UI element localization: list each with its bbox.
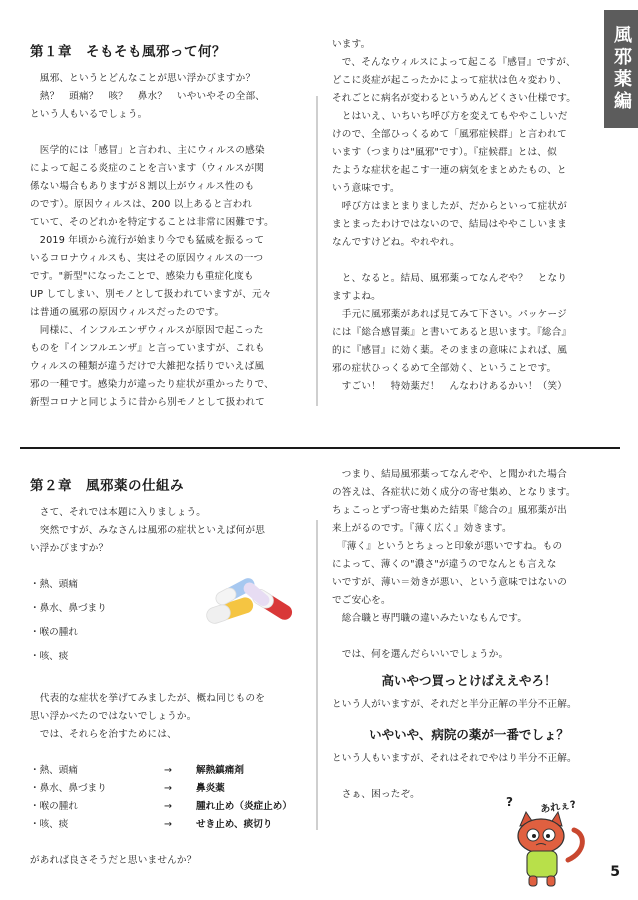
text-line: たような症状を起こす一連の病気をまとめたもの、と: [332, 165, 567, 176]
text-line: いう意味です。: [332, 183, 400, 194]
text-line: 新型コロナと同じように昔から別モノとして扱われて: [30, 397, 265, 408]
text-line: すごい！ 特効薬だ！ んなわけあるかい！（笑）: [332, 381, 568, 392]
text-line: い浮かびますか？: [30, 543, 109, 554]
text-line: ものを『インフルエンザ』と言っていますが、これも: [30, 343, 265, 354]
text-line: の答えは、各症状に効く成分の寄せ集め、となります。: [332, 487, 576, 498]
chapter2-intro: [30, 504, 320, 558]
text-line: 来上がるのです。『薄く広く』効きます。: [332, 523, 512, 534]
section-divider: [20, 447, 620, 449]
chapter2-right-text: [332, 466, 606, 664]
symptom-item: ・熱、頭痛: [30, 579, 78, 590]
text-line: います。: [332, 39, 371, 50]
chapter2-ending: さぁ、困ったぞ。: [332, 789, 420, 800]
chapter1-left-text: [30, 70, 330, 412]
remedy-symptom: ・咳、痰: [30, 819, 69, 830]
column-divider-line: [316, 96, 318, 406]
confused-cat-character-illustration: [498, 790, 590, 890]
text-line: 同様に、インフルエンザウィルスが原因で起こった: [30, 325, 264, 336]
text-line: つまり、結局風邪薬ってなんぞや、と聞かれた場合: [332, 469, 567, 480]
text-line: います（つまりは"風邪"です）。『症候群』とは、似: [332, 147, 557, 158]
text-line: 代表的な症状を挙げてみましたが、概ね同じものを: [30, 693, 266, 704]
text-line: ていて、そのどれかを特定することは非常に困難です。: [30, 217, 274, 228]
text-line: ウィルスの種類が違うだけで大雑把な括りでいえば風: [30, 361, 265, 372]
text-line: という人もいるでしょう。: [30, 109, 148, 120]
page-number: 5: [610, 864, 620, 880]
symptom-item: ・咳、痰: [30, 651, 69, 662]
column-divider-line-2: [316, 520, 318, 830]
text-line: と、なると。結局、風邪薬ってなんぞや？ となり: [332, 273, 568, 284]
after-callout-1: という人がいますが、それだと半分正解の半分不正解。: [332, 699, 577, 710]
after-callout-2: という人もいますが、それはそれでやはり半分不正解。: [332, 753, 577, 764]
remedy-table: [30, 762, 320, 834]
remedy-row: [30, 780, 320, 798]
text-line: [30, 124, 330, 142]
text-line: なんですけどね。やれやれ。: [332, 237, 460, 248]
text-line: [332, 252, 604, 270]
symptom-item: ・鼻水、鼻づまり: [30, 603, 107, 614]
chapter2-closing: があれば良さそうだと思いませんか？: [30, 855, 197, 866]
chapter1-left-column: [30, 42, 330, 412]
text-line: それごとに病名が変わるというめんどくさい仕様です。: [332, 93, 577, 104]
symptom-item: ・喉の腫れ: [30, 627, 78, 638]
text-line: によって、薄くの"濃さ"が違うのでなんとも言えな: [332, 559, 557, 570]
text-line: 風邪、というとどんなことが思い浮かびますか？: [30, 73, 256, 84]
remedy-medicine: 解熱鎮痛剤: [196, 765, 244, 776]
callout-expensive: 高いやつ買っとけばええやろ！: [381, 673, 557, 688]
text-line: は普通の風邪の原因ウィルスだったのです。: [30, 307, 225, 318]
text-line: 邪の一種です。感染力が違ったり症状が重かったりで、: [30, 379, 274, 390]
text-line: さて、それでは本題に入りましょう。: [30, 507, 207, 518]
text-line: 係ない場合もありますが８割以上がウィルス性のも: [30, 181, 255, 192]
remedy-symptom: ・熱、頭痛: [30, 765, 78, 776]
text-line: けので、全部ひっくるめて「風邪症候群」と言われて: [332, 129, 567, 140]
text-line: 邪の症状ひっくるめて全部効く、ということです。: [332, 363, 557, 374]
remedy-medicine: 鼻炎薬: [196, 783, 225, 794]
text-line: 2019 年頃から流行が始まり今でも猛威を振るって: [30, 235, 265, 246]
text-line: 的に『感冒』に効く薬。そのままの意味によれば、風: [332, 345, 568, 356]
capsule-pills-illustration: [200, 575, 300, 635]
text-line: いですが、薄い＝効きが悪い、という意味ではないの: [332, 577, 568, 588]
text-line: 呼び方はまとまりましたが、だからといって症状が: [332, 201, 568, 212]
text-line: 『薄く』というとちょっと印象が悪いですね。もの: [332, 541, 563, 552]
chapter1-right-text: [332, 36, 604, 396]
section-tab: 風邪薬編: [604, 10, 638, 128]
chapter2-right-column: [332, 466, 606, 804]
text-line: 総合職と専門職の違いみたいなもんです。: [332, 613, 528, 624]
remedy-row: [30, 816, 320, 834]
text-line: いるコロナウィルスも、実はその原因ウィルスの一つ: [30, 253, 264, 264]
text-line: 医学的には「感冒」と言われ、主にウィルスの感染: [30, 145, 265, 156]
text-line: では、何を選んだらいいでしょうか。: [332, 649, 509, 660]
remedy-medicine: せき止め、痰切り: [196, 819, 273, 830]
text-line: によって起こる炎症のことを言います（ウィルスが関: [30, 163, 265, 174]
character-question-mark: ?: [506, 795, 513, 809]
text-line: まとまったわけではないので、結局はややこしいまま: [332, 219, 567, 230]
text-line: のです）。原因ウィルスは、200 以上あると言われ: [30, 199, 253, 210]
text-line: ますよね。: [332, 291, 381, 302]
text-line: 熱？ 頭痛？ 咳？ 鼻水？ いやいやその全部、: [30, 91, 266, 102]
text-line: 思い浮かべたのではないでしょうか。: [30, 711, 197, 722]
text-line: には『総合感冒薬』と書いてあると思います。『総合』: [332, 327, 572, 338]
remedy-row: [30, 798, 320, 816]
chapter1-title: 第１章 そもそも風邪って何？: [30, 44, 226, 60]
chapter2-left-column: [30, 476, 320, 870]
remedy-symptom: ・鼻水、鼻づまり: [30, 783, 107, 794]
text-line: 突然ですが、みなさんは風邪の症状といえば何が思: [30, 525, 266, 536]
text-line: UP してしまい、別モノとして扱われていますが、元々: [30, 289, 272, 300]
text-line: とはいえ、いちいち呼び方を変えてもややこしいだ: [332, 111, 568, 122]
arrow-icon: →: [164, 783, 173, 794]
remedy-row: [30, 762, 320, 780]
text-line: では、それらを治すためには、: [30, 729, 177, 740]
chapter2-middle-text: [30, 690, 320, 744]
chapter1-right-column: [332, 36, 604, 396]
arrow-icon: →: [164, 819, 173, 830]
text-line: ちょこっとずつ寄せ集めた結果『総合の』風邪薬が出: [332, 505, 567, 516]
text-line: でご安心を。: [332, 595, 391, 606]
text-line: [332, 628, 606, 646]
text-line: です。"新型"になったことで、感染力も重症化度も: [30, 271, 254, 282]
remedy-symptom: ・喉の腫れ: [30, 801, 78, 812]
character-speech: あれぇ?: [539, 799, 577, 816]
arrow-icon: →: [164, 765, 173, 776]
remedy-medicine: 腫れ止め（炎症止め）: [196, 801, 292, 812]
text-line: 手元に風邪薬があれば見てみて下さい。パッケージ: [332, 309, 567, 320]
arrow-icon: →: [164, 801, 173, 812]
chapter2-title: 第２章 風邪薬の仕組み: [30, 478, 184, 494]
callout-hospital: いやいや、病院の薬が一番でしょ？: [369, 727, 569, 742]
text-line: どこに炎症が起こったかによって症状は色々変わり、: [332, 75, 567, 86]
text-line: で、そんなウィルスによって起こる『感冒』ですが、: [332, 57, 576, 68]
